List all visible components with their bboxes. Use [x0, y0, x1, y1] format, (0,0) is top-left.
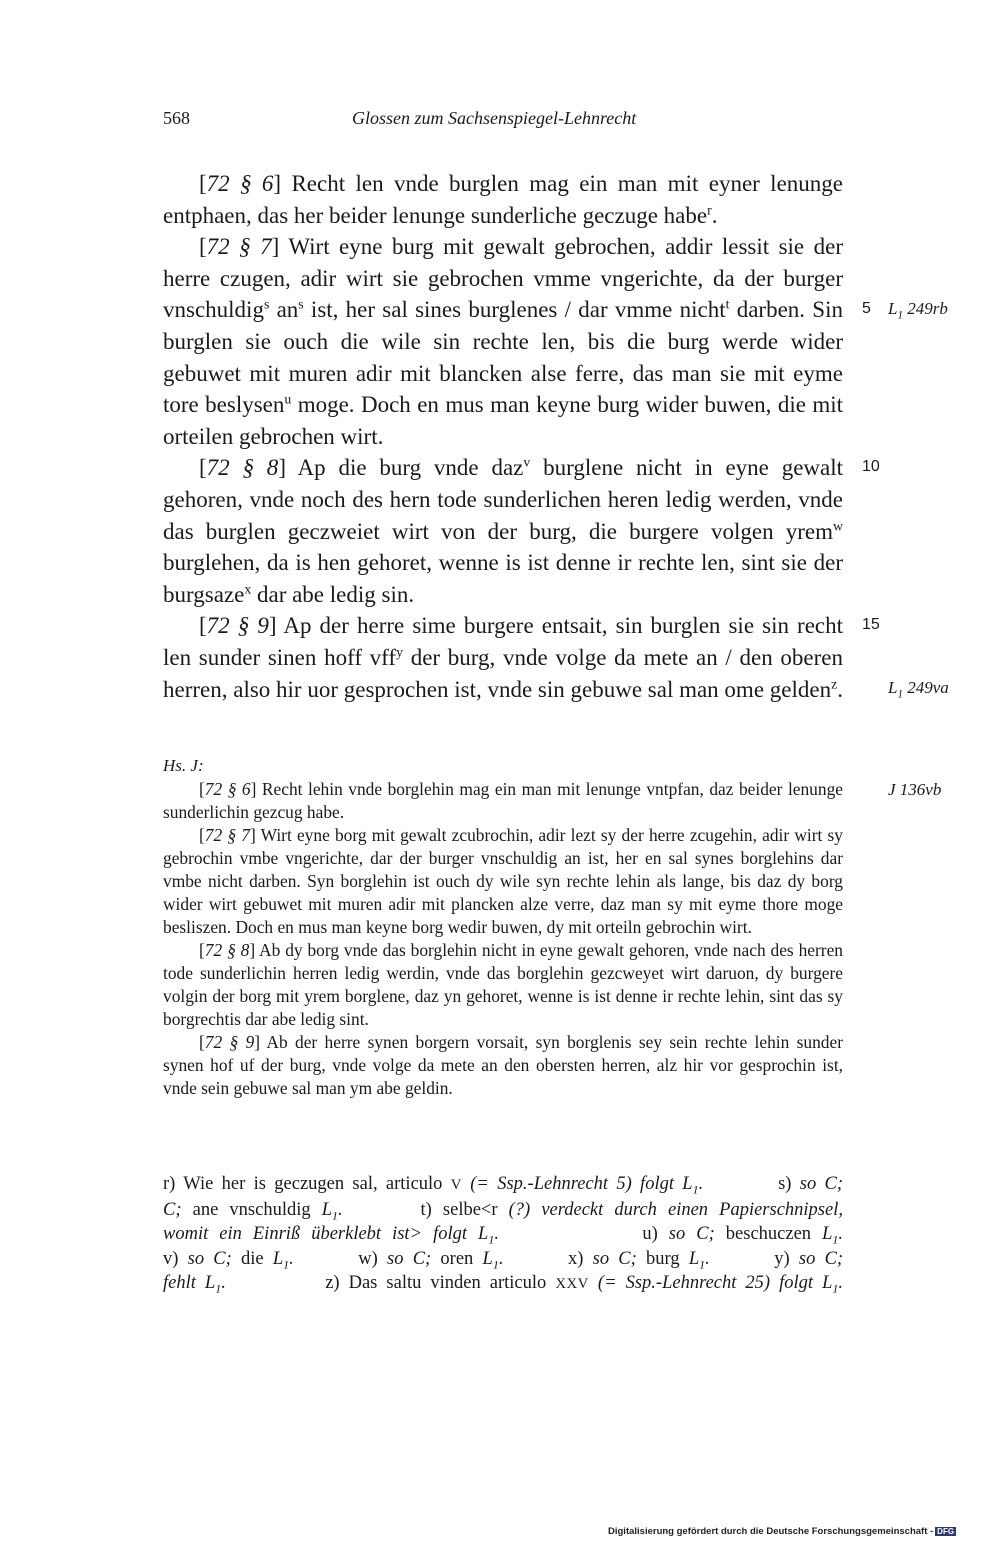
paragraph-72-9: [72 § 9] Ap der herre sime burgere entsait, sin burglen sie sin recht len sunder sinen hoff vff$^y$ der burg, vnde volge da mete an / den oberen herren, also hir uor gesprochen ist, vnde sin gebuwe sal man ome gelden$^z$. — [163, 613, 844, 702]
paragraph-72-6: [72 § 6] Recht lehin vnde borglehin mag ein man mit lenunge vntpfan, daz beider lenunge sunderlichin gezcug habe. — [163, 779, 843, 822]
paragraph-72-7: [72 § 7] Wirt eyne burg mit gewalt gebrochen, addir lessit sie der herre czugen, adir wirt sie gebrochen vmme vngerichte, da der burger vnschuldig$^s$ $an^s$ ist, her sal sines burglenes / dar vmme nicht$^t$ darben. Sin burglen sie ouch die wile sin rechte len, bis die burg werde wider gebuwet mit muren adir mit blancken alse ferre, das man sie mit eyme tore beslysen$^u$ moge. Doch en mus man keyne burg wider buwen, die mit orteilen gebrochen wirt. — [163, 234, 844, 449]
footnote-line: fehlt $L_1$. z) Das saltu vinden articulo XXV (= Ssp.-Lehnrecht 25) folgt $L_1$. — [163, 1273, 844, 1296]
margin-ref: $L_1$ 249rb — [888, 299, 948, 322]
footnotes — [163, 1172, 843, 1297]
manuscript-j-text — [163, 778, 843, 1100]
paragraph-72-8: [72 § 8] Ab dy borg vnde das borglehin nicht in eyne gewalt gehoren, vnde nach des herren tode sunderlichin herren ledig werdin, vnde das borglehin gezcweyet wirt daruon, dy burgere volgin der borg mit yrem borglene, daz yn gehoret, wenne is ist denne ir rechte lehin, sint das sy borgrechtis dar abe ledig sint. — [163, 940, 843, 1029]
footnote-line: C; ane vnschuldig $L_1$. t) selbe<r (?) verdeckt durch einen Papierschnipsel, — [163, 1199, 843, 1223]
footnote-line: womit ein Einriß überklebt ist> folgt $L_1$. u) so C; beschuczen $L_1$. — [163, 1224, 843, 1247]
paragraph-72-9: [72 § 9] Ab der herre synen borgern vorsait, syn borglenis sey sein rechte lehin sunder synen hof uf der burg, vnde volge da mete an den obersten herren, alz hir vor gesprochin ist, vnde sein gebuwe sal man ym abe geldin. — [163, 1032, 843, 1098]
paragraph-72-7: [72 § 7] Wirt eyne borg mit gewalt zcubrochin, adir lezt sy der herre zcugehin, adir wirt sy gebrochin vmbe vngerichte, dar der burger vnschuldig an ist, her en sal synes borglehins dar vmbe nicht darben. Syn borglehin ist ouch dy wile syn rechte lehin als lange, bis daz dy borg wider wirt gebuwet mit muren adir mit plancken alze verre, daz man sy mit eyme thore moge besliszen. Doch en mus man keyne borg wedir buwen, dy mit orteiln gebrochin wirt. — [163, 825, 844, 937]
line-number: 15 — [862, 616, 880, 633]
margin-ref: J 136vb — [888, 780, 942, 799]
main-text — [163, 168, 843, 705]
digitization-credit: Digitalisierung gefördert durch die Deutsche Forschungsgemeinschaft - DFG — [608, 1526, 955, 1537]
running-title: Glossen zum Sachsenspiegel-Lehnrecht — [352, 108, 637, 128]
paragraph-72-8: [72 § 8] Ap die burg vnde daz$^v$ burglene nicht in eyne gewalt gehoren, vnde noch des hern tode sunderlichen heren ledig werden, vnde das burglen geczweiet wirt von der burg, die burgere volgen yrem$^w$ burglehen, da is hen gehoret, wenne is ist denne ir rechte len, sint sie der burgsaze$^x$ dar abe ledig sin. — [163, 454, 844, 607]
dfg-logo: DFG — [937, 1527, 955, 1536]
line-number: 5 — [862, 300, 871, 317]
paragraph-72-6: [72 § 6] Recht len vnde burglen mag ein man mit eyner lenunge entphaen, das her beider lenunge sunderliche geczuge habe$^r$. — [163, 171, 843, 228]
footnote-line: v) so C; die $L_1$. w) so C; oren $L_1$. x) so C; burg $L_1$. y) so C; — [163, 1248, 844, 1272]
hs-label: Hs. J: — [163, 756, 204, 775]
page-number: 568 — [163, 108, 190, 128]
margin-ref: $L_1$ 249va — [888, 678, 949, 701]
footnote-line: r) Wie her is geczugen sal, articulo V (= Ssp.-Lehnrecht 5) folgt $L_1$. s) so C; — [163, 1174, 844, 1197]
line-number: 10 — [862, 458, 880, 475]
